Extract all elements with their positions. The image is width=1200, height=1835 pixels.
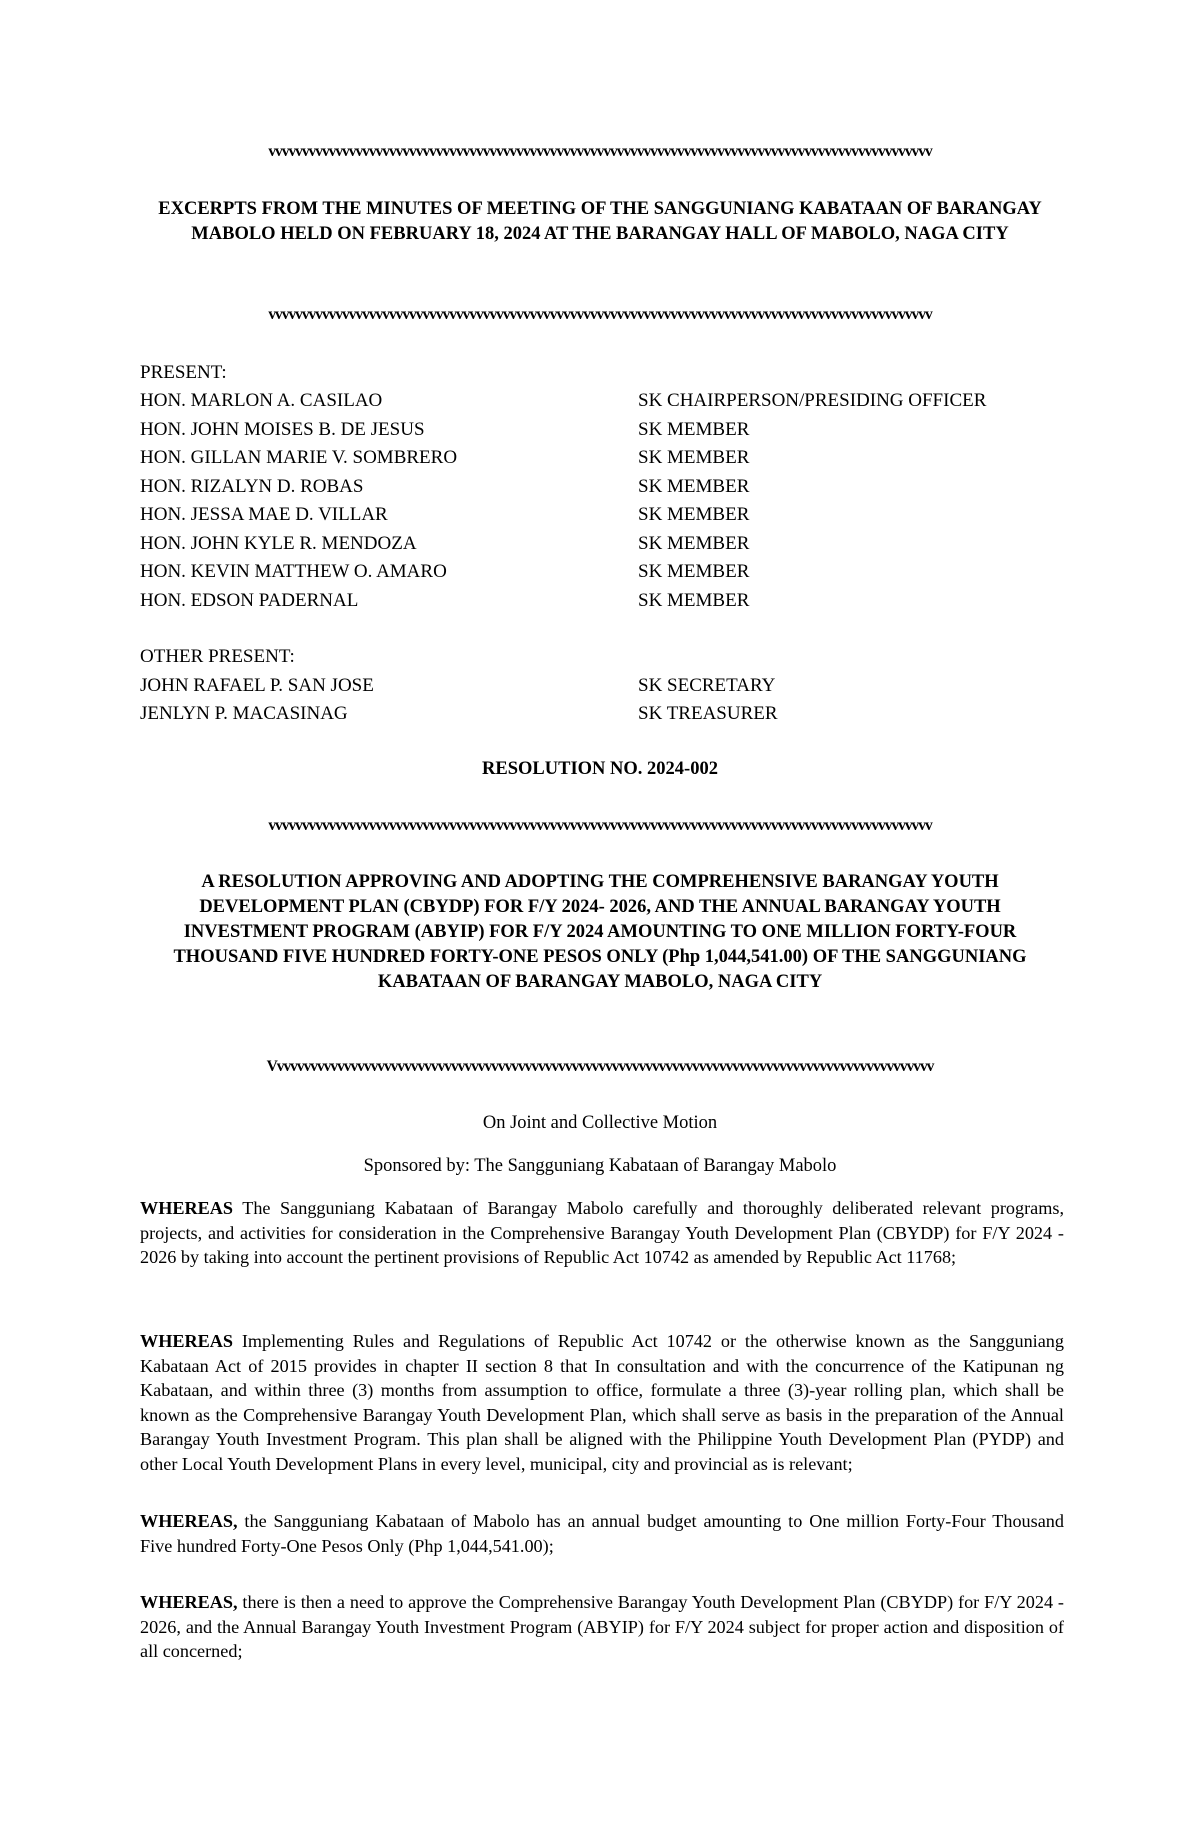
attendee-row — [140, 416, 1060, 444]
separator-line: vvvvvvvvvvvvvvvvvvvvvvvvvvvvvvvvvvvvvvvvvvvvvvvvvvvvvvvvvvvvvvvvvvvvvvvvvvvvvvvvvvvvvvvvvvvvvvvvvvv — [268, 143, 932, 160]
whereas-clause — [140, 1329, 1064, 1477]
attendee-name: JOHN RAFAEL P. SAN JOSE — [140, 674, 374, 696]
attendee-row — [140, 387, 1060, 415]
attendee-row — [140, 587, 1060, 615]
attendee-name: HON. JOHN KYLE R. MENDOZA — [140, 532, 417, 554]
whereas-lead: WHEREAS — [140, 1198, 233, 1218]
whereas-lead: WHEREAS — [140, 1331, 233, 1351]
whereas-text: the Sangguniang Kabataan of Mabolo has an annual budget amounting to One million Forty-Four Thousand Five hundred Forty-One Pesos Only (Php 1,044,541.00); — [140, 1511, 1064, 1556]
whereas-clause — [140, 1509, 1064, 1558]
attendee-row — [140, 672, 1060, 700]
attendee-name: HON. JOHN MOISES B. DE JESUS — [140, 418, 425, 440]
attendee-row — [140, 473, 1060, 501]
attendee-name: HON. RIZALYN D. ROBAS — [140, 475, 364, 497]
present-label: PRESENT: — [140, 362, 227, 383]
whereas-text: there is then a need to approve the Comprehensive Barangay Youth Development Plan (CBYDP) for F/Y 2024 - 2026, and the Annual Barangay Youth Investment Program (ABYIP) for F/Y 2024 subject for proper action and disposition of all concerned; — [140, 1592, 1064, 1662]
attendee-position: SK SECRETARY — [638, 674, 776, 696]
whereas-lead: WHEREAS, — [140, 1511, 238, 1531]
attendee-row — [140, 558, 1060, 586]
attendee-position: SK MEMBER — [638, 504, 750, 525]
attendee-name: JENLYN P. MACASINAG — [140, 703, 348, 724]
separator-line: vvvvvvvvvvvvvvvvvvvvvvvvvvvvvvvvvvvvvvvvvvvvvvvvvvvvvvvvvvvvvvvvvvvvvvvvvvvvvvvvvvvvvvvvvvvvvvvvvvv — [268, 306, 932, 323]
whereas-clause — [140, 1196, 1064, 1270]
attendee-row — [140, 700, 1060, 728]
resolution-title: A RESOLUTION APPROVING AND ADOPTING THE COMPREHENSIVE BARANGAY YOUTH DEVELOPMENT PLAN (CBYDP) FOR F/Y 2024- 2026, AND THE ANNUAL BARANGAY YOUTH INVESTMENT PROGRAM (ABYIP) FOR F/Y 2024 AMOUNTING TO ONE MILLION FORTY-FOUR THOUSAND FIVE HUNDRED FORTY-ONE PESOS ONLY (Php 1,044,541.00) OF THE SANGGUNIANG KABATAAN OF BARANGAY MABOLO, NAGA CITY — [173, 872, 1027, 992]
attendee-row — [140, 501, 1060, 529]
sponsor-line: Sponsored by: The Sangguniang Kabataan of Barangay Mabolo — [363, 1156, 837, 1176]
attendee-position: SK TREASURER — [638, 703, 778, 724]
motion-line: On Joint and Collective Motion — [482, 1113, 718, 1133]
minutes-heading: EXCERPTS FROM THE MINUTES OF MEETING OF THE SANGGUNIANG KABATAAN OF BARANGAY MABOLO HELD ON FEBRUARY 18, 2024 AT THE BARANGAY HALL OF MABOLO, NAGA CITY — [158, 199, 1042, 244]
other-present-label: OTHER PRESENT: — [140, 646, 295, 667]
attendee-position: SK MEMBER — [638, 589, 750, 611]
attendee-position: SK CHAIRPERSON/PRESIDING OFFICER — [638, 390, 987, 411]
whereas-clause — [140, 1590, 1064, 1664]
attendee-position: SK MEMBER — [638, 475, 750, 497]
attendee-name: HON. EDSON PADERNAL — [140, 589, 359, 611]
separator-line: Vvvvvvvvvvvvvvvvvvvvvvvvvvvvvvvvvvvvvvvvvvvvvvvvvvvvvvvvvvvvvvvvvvvvvvvvvvvvvvvvvvvvvvvvvvvvvvvvvvv — [266, 1058, 934, 1075]
attendee-row — [140, 444, 1060, 472]
separator-line: vvvvvvvvvvvvvvvvvvvvvvvvvvvvvvvvvvvvvvvvvvvvvvvvvvvvvvvvvvvvvvvvvvvvvvvvvvvvvvvvvvvvvvvvvvvvvvvvvvv — [268, 817, 932, 834]
attendee-name: HON. GILLAN MARIE V. SOMBRERO — [140, 447, 458, 468]
attendee-row — [140, 530, 1060, 558]
whereas-text: The Sangguniang Kabataan of Barangay Mabolo carefully and thoroughly deliberated relevant programs, projects, and activities for consideration in the Comprehensive Barangay Youth Development Plan (CBYDP) for F/Y 2024 - 2026 by taking into account the pertinent provisions of Republic Act 10742 as amended by Republic Act 11768; — [140, 1198, 1064, 1268]
attendee-position: SK MEMBER — [638, 447, 750, 468]
whereas-text: Implementing Rules and Regulations of Republic Act 10742 or the otherwise known as the Sangguniang Kabataan Act of 2015 provides in chapter II section 8 that In consultation and with the concurrence of the Katipunan ng Kabataan, and within three (3) months from assumption to office, formulate a three (3)-year rolling plan, which shall be known as the Comprehensive Barangay Youth Development Plan, which shall serve as basis in the preparation of the Annual Barangay Youth Investment Program. This plan shall be aligned with the Philippine Youth Development Plan (PYDP) and other Local Youth Development Plans in every level, municipal, city and provincial as is relevant; — [140, 1331, 1064, 1474]
attendee-position: SK MEMBER — [638, 418, 750, 440]
resolution-number: RESOLUTION NO. 2024-002 — [482, 759, 718, 779]
attendee-position: SK MEMBER — [638, 532, 750, 554]
whereas-lead: WHEREAS, — [140, 1592, 238, 1612]
attendee-name: HON. JESSA MAE D. VILLAR — [140, 504, 388, 525]
attendee-position: SK MEMBER — [638, 561, 750, 582]
attendee-name: HON. KEVIN MATTHEW O. AMARO — [140, 561, 447, 582]
attendee-name: HON. MARLON A. CASILAO — [140, 390, 383, 411]
